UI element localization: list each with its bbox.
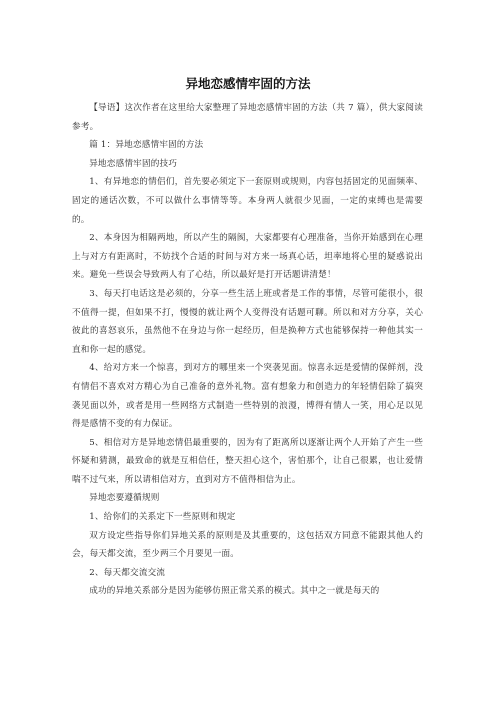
body-paragraph: 3、每天打电话这是必须的，分享一些生活上班或者是工作的事情，尽管可能很小，很不值得一提，但如果不打，慢慢的就让两个人变得没有话题可聊。所以和对方分享，关心彼此的喜怒哀乐，虽然他不在身边与你一起经历，但是换种方式也能够保持一种他其实一直和你一起的感觉。 bbox=[72, 288, 423, 355]
body-paragraph: 成功的异地关系部分是因为能够仿照正常关系的模式。其中之一就是每天的 bbox=[89, 586, 380, 597]
section-heading: 篇 1：异地恋感情牢固的方法 bbox=[89, 140, 204, 151]
list-item: 2、每天都交流交流 bbox=[89, 567, 166, 578]
document-title: 异地恋感情牢固的方法 bbox=[185, 76, 311, 91]
subsection-heading: 异地恋感情牢固的技巧 bbox=[89, 158, 178, 169]
list-item: 1、给你们的关系定下一些原则和规定 bbox=[89, 512, 236, 523]
body-paragraph: 2、本身因为相隔两地，所以产生的隔阂，大家都要有心理准备，当你开始感到在心理上与对方有距离时，不妨找个合适的时间与对方来一场真心话，坦率地将心里的疑惑说出来。避免一些误会导致两人有了心结，所以最好是打开话题讲清楚！ bbox=[72, 233, 423, 281]
body-paragraph: 5、相信对方是异地恋情侣最重要的，因为有了距离所以逐渐让两个人开始了产生一些怀疑和猜测，最致命的就是互相信任，整天担心这个，害怕那个，让自己很累，也让爱情喘不过气来，所以请相信对方，直到对方不值得相信为止。 bbox=[72, 437, 423, 485]
body-paragraph: 1、有异地恋的情侣们，首先要必须定下一套原则或规则，内容包括固定的见面频率、固定的通话次数，不可以做什么事情等等。本身两人就很少见面，一定的束缚也是需要的。 bbox=[72, 177, 423, 225]
subsection-heading: 异地恋要遵循规则 bbox=[89, 493, 160, 504]
body-paragraph: 双方设定些指导你们异地关系的原则是及其重要的，这包括双方同意不能跟其他人约会，每天都交流，至少两三个月要见一面。 bbox=[72, 530, 423, 560]
intro-paragraph: 【导语】这次作者在这里给大家整理了异地恋感情牢固的方法（共 7 篇），供大家阅读参考。 bbox=[72, 103, 423, 132]
body-paragraph: 4、给对方来一个惊喜，到对方的哪里来一个突袭见面。惊喜永远是爱情的保鲜剂，没有情侣不喜欢对方精心为自己准备的意外礼物。富有想象力和创造力的年轻情侣除了搞突袭见面以外，或者是用一些网络方式制造一些特别的浪漫，博得有情人一笑，用心足以见得是感情不变的有力保证。 bbox=[72, 363, 423, 430]
document-body bbox=[72, 99, 423, 601]
